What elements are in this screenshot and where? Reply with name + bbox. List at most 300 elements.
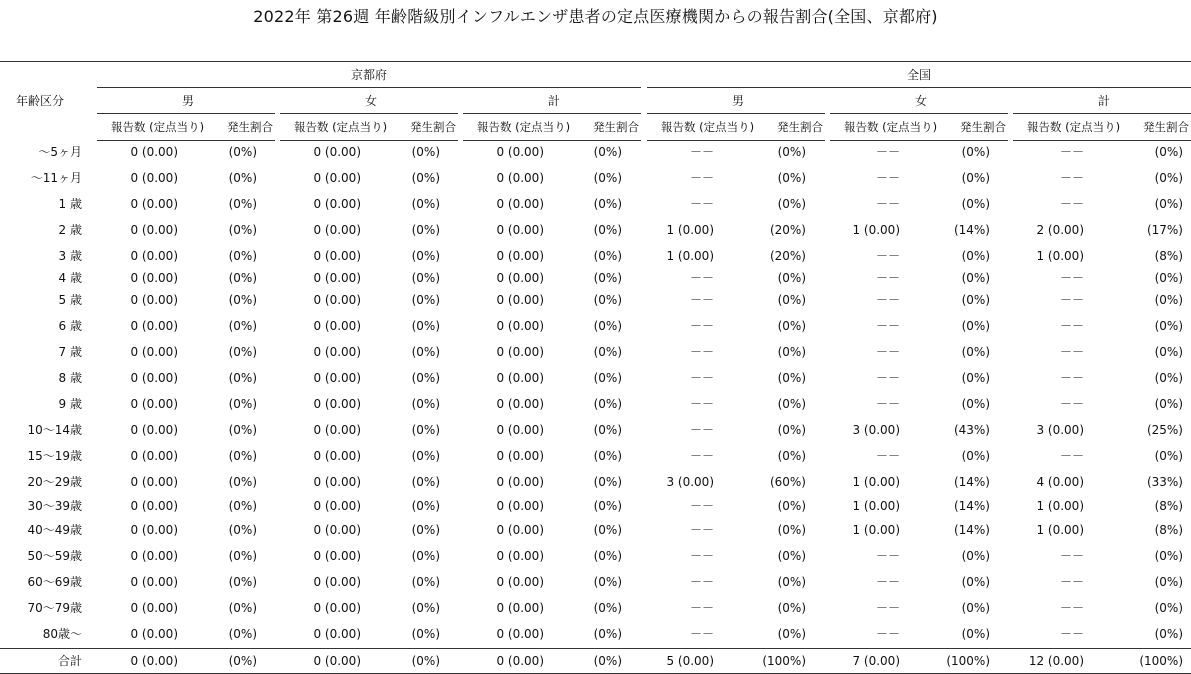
occurrence-rate-cell: (0%): [777, 319, 806, 333]
report-count-cell: －－: [1059, 145, 1084, 159]
occurrence-rate-cell: (0%): [593, 145, 622, 159]
report-count-cell: －－: [875, 627, 900, 641]
occurrence-rate-cell: (0%): [961, 575, 990, 589]
occurrence-rate-cell: (0%): [593, 319, 622, 333]
report-count-cell: －－: [875, 549, 900, 563]
occurrence-rate-cell: (0%): [777, 397, 806, 411]
occurrence-rate-cell: (0%): [593, 423, 622, 437]
age-group-label: 40～49歳: [27, 523, 82, 537]
occurrence-rate-cell: (0%): [961, 145, 990, 159]
report-count-cell: 0 (0.00): [496, 223, 544, 237]
report-count-cell: －－: [875, 601, 900, 615]
occurrence-rate-cell: (0%): [228, 171, 257, 185]
occurrence-rate-cell: (0%): [777, 371, 806, 385]
report-count-cell: 0 (0.00): [130, 549, 178, 563]
total-rate-cell: (100%): [762, 654, 806, 668]
occurrence-rate-cell: (0%): [961, 293, 990, 307]
report-count-cell: 0 (0.00): [496, 293, 544, 307]
occurrence-rate-cell: (0%): [593, 601, 622, 615]
total-count-cell: 0 (0.00): [130, 654, 178, 668]
occurrence-rate-cell: (0%): [777, 575, 806, 589]
report-count-cell: 1 (0.00): [1036, 249, 1084, 263]
report-count-cell: 0 (0.00): [130, 475, 178, 489]
sex-header-national-2: 計: [1097, 94, 1110, 108]
column-header-underline: [830, 140, 1008, 141]
report-count-cell: －－: [875, 397, 900, 411]
occurrence-rate-cell: (0%): [1154, 271, 1183, 285]
occurrence-rate-cell: (14%): [953, 523, 990, 537]
occurrence-rate-cell: (0%): [228, 475, 257, 489]
region-header-kyoto: 京都府: [350, 68, 387, 82]
sex-header-kyoto-0: 男: [181, 94, 194, 108]
report-count-cell: －－: [689, 627, 714, 641]
column-header-underline: [1013, 140, 1191, 141]
report-count-cell: －－: [1059, 627, 1084, 641]
total-count-cell: 5 (0.00): [666, 654, 714, 668]
report-count-cell: 0 (0.00): [313, 345, 361, 359]
count-column-header: 報告数 (定点当り): [1027, 120, 1121, 134]
report-count-cell: －－: [689, 523, 714, 537]
occurrence-rate-cell: (0%): [228, 575, 257, 589]
age-group-label: 5 歳: [58, 293, 82, 307]
occurrence-rate-cell: (0%): [228, 523, 257, 537]
total-rate-cell: (100%): [946, 654, 990, 668]
occurrence-rate-cell: (0%): [411, 523, 440, 537]
rate-column-header: 発生割合: [227, 120, 273, 134]
report-count-cell: 0 (0.00): [313, 627, 361, 641]
report-count-cell: 0 (0.00): [130, 423, 178, 437]
occurrence-rate-cell: (0%): [593, 523, 622, 537]
occurrence-rate-cell: (0%): [777, 499, 806, 513]
occurrence-rate-cell: (0%): [228, 423, 257, 437]
report-count-cell: 0 (0.00): [313, 223, 361, 237]
occurrence-rate-cell: (14%): [953, 499, 990, 513]
report-count-cell: －－: [875, 145, 900, 159]
report-count-cell: －－: [689, 171, 714, 185]
age-group-label: 80歳～: [42, 627, 82, 641]
report-count-cell: 0 (0.00): [130, 499, 178, 513]
age-group-label: 20～29歳: [27, 475, 82, 489]
report-count-cell: 1 (0.00): [666, 223, 714, 237]
column-header-underline: [463, 140, 641, 141]
occurrence-rate-cell: (0%): [777, 145, 806, 159]
report-count-cell: －－: [875, 371, 900, 385]
report-count-cell: 0 (0.00): [130, 145, 178, 159]
report-count-cell: 0 (0.00): [313, 449, 361, 463]
occurrence-rate-cell: (0%): [593, 249, 622, 263]
occurrence-rate-cell: (0%): [961, 197, 990, 211]
report-count-cell: 0 (0.00): [313, 145, 361, 159]
occurrence-rate-cell: (0%): [411, 319, 440, 333]
report-count-cell: －－: [689, 319, 714, 333]
age-group-label: ～11ヶ月: [30, 171, 82, 185]
occurrence-rate-cell: (0%): [961, 601, 990, 615]
occurrence-rate-cell: (0%): [1154, 627, 1183, 641]
report-count-cell: 0 (0.00): [496, 449, 544, 463]
report-count-cell: 0 (0.00): [130, 397, 178, 411]
report-count-cell: 4 (0.00): [1036, 475, 1084, 489]
report-count-cell: －－: [1059, 397, 1084, 411]
report-count-cell: －－: [689, 499, 714, 513]
occurrence-rate-cell: (0%): [961, 345, 990, 359]
report-count-cell: －－: [689, 575, 714, 589]
age-group-label: 6 歳: [58, 319, 82, 333]
report-count-cell: 0 (0.00): [496, 371, 544, 385]
occurrence-rate-cell: (0%): [228, 345, 257, 359]
report-count-cell: 0 (0.00): [313, 319, 361, 333]
occurrence-rate-cell: (0%): [593, 371, 622, 385]
occurrence-rate-cell: (0%): [228, 449, 257, 463]
occurrence-rate-cell: (0%): [228, 319, 257, 333]
occurrence-rate-cell: (0%): [228, 197, 257, 211]
occurrence-rate-cell: (0%): [411, 293, 440, 307]
report-count-cell: 0 (0.00): [130, 249, 178, 263]
report-count-cell: 0 (0.00): [313, 371, 361, 385]
occurrence-rate-cell: (0%): [411, 371, 440, 385]
occurrence-rate-cell: (0%): [777, 601, 806, 615]
occurrence-rate-cell: (0%): [411, 145, 440, 159]
count-column-header: 報告数 (定点当り): [111, 120, 205, 134]
report-count-cell: －－: [689, 397, 714, 411]
report-count-cell: 0 (0.00): [130, 601, 178, 615]
occurrence-rate-cell: (0%): [593, 475, 622, 489]
occurrence-rate-cell: (8%): [1154, 523, 1183, 537]
report-count-cell: －－: [875, 197, 900, 211]
report-count-cell: 0 (0.00): [313, 171, 361, 185]
report-count-cell: 1 (0.00): [852, 223, 900, 237]
occurrence-rate-cell: (0%): [777, 523, 806, 537]
report-count-cell: 1 (0.00): [852, 475, 900, 489]
report-count-cell: 0 (0.00): [130, 627, 178, 641]
occurrence-rate-cell: (0%): [1154, 319, 1183, 333]
report-count-cell: 0 (0.00): [496, 319, 544, 333]
report-count-cell: 2 (0.00): [1036, 223, 1084, 237]
occurrence-rate-cell: (8%): [1154, 249, 1183, 263]
occurrence-rate-cell: (8%): [1154, 499, 1183, 513]
total-rate-cell: (0%): [228, 654, 257, 668]
report-count-cell: －－: [1059, 319, 1084, 333]
report-count-cell: －－: [689, 601, 714, 615]
occurrence-rate-cell: (0%): [1154, 549, 1183, 563]
report-count-cell: －－: [1059, 549, 1084, 563]
report-count-cell: 0 (0.00): [313, 601, 361, 615]
sex-header-underline: [1013, 113, 1191, 114]
occurrence-rate-cell: (0%): [411, 475, 440, 489]
occurrence-rate-cell: (0%): [593, 171, 622, 185]
occurrence-rate-cell: (0%): [777, 171, 806, 185]
occurrence-rate-cell: (25%): [1146, 423, 1183, 437]
report-count-cell: －－: [689, 197, 714, 211]
age-group-label: 1 歳: [58, 197, 82, 211]
report-count-cell: －－: [1059, 197, 1084, 211]
report-count-cell: 0 (0.00): [313, 423, 361, 437]
occurrence-rate-cell: (0%): [777, 271, 806, 285]
occurrence-rate-cell: (0%): [411, 197, 440, 211]
occurrence-rate-cell: (0%): [1154, 397, 1183, 411]
report-count-cell: 0 (0.00): [130, 371, 178, 385]
report-count-cell: 0 (0.00): [130, 293, 178, 307]
occurrence-rate-cell: (0%): [593, 197, 622, 211]
total-row-top-border: [0, 648, 1191, 649]
occurrence-rate-cell: (0%): [593, 223, 622, 237]
report-count-cell: 3 (0.00): [666, 475, 714, 489]
report-count-cell: 1 (0.00): [1036, 523, 1084, 537]
report-count-cell: 1 (0.00): [666, 249, 714, 263]
occurrence-rate-cell: (0%): [961, 319, 990, 333]
occurrence-rate-cell: (0%): [777, 627, 806, 641]
region-header-underline: [97, 87, 641, 88]
report-count-cell: 0 (0.00): [496, 549, 544, 563]
report-count-cell: －－: [689, 371, 714, 385]
report-count-cell: 0 (0.00): [496, 423, 544, 437]
occurrence-rate-cell: (0%): [411, 627, 440, 641]
age-group-label: 70～79歳: [27, 601, 82, 615]
report-count-cell: 0 (0.00): [313, 271, 361, 285]
age-group-label: 3 歳: [58, 249, 82, 263]
rate-column-header: 発生割合: [777, 120, 823, 134]
rate-column-header: 発生割合: [410, 120, 456, 134]
report-count-cell: －－: [875, 449, 900, 463]
report-count-cell: 0 (0.00): [496, 197, 544, 211]
occurrence-rate-cell: (0%): [411, 423, 440, 437]
occurrence-rate-cell: (0%): [228, 293, 257, 307]
report-count-cell: 1 (0.00): [852, 523, 900, 537]
occurrence-rate-cell: (20%): [769, 223, 806, 237]
age-group-label: 8 歳: [58, 371, 82, 385]
occurrence-rate-cell: (60%): [769, 475, 806, 489]
table-top-border: [0, 61, 1191, 62]
occurrence-rate-cell: (0%): [777, 423, 806, 437]
count-column-header: 報告数 (定点当り): [844, 120, 938, 134]
occurrence-rate-cell: (0%): [411, 249, 440, 263]
occurrence-rate-cell: (0%): [1154, 145, 1183, 159]
report-count-cell: 0 (0.00): [313, 575, 361, 589]
report-count-cell: 0 (0.00): [313, 249, 361, 263]
occurrence-rate-cell: (0%): [411, 601, 440, 615]
report-count-cell: 1 (0.00): [1036, 499, 1084, 513]
sex-header-underline: [463, 113, 641, 114]
total-count-cell: 12 (0.00): [1028, 654, 1084, 668]
count-column-header: 報告数 (定点当り): [661, 120, 755, 134]
sex-header-national-1: 女: [914, 94, 927, 108]
age-group-label: 7 歳: [58, 345, 82, 359]
total-rate-cell: (0%): [411, 654, 440, 668]
occurrence-rate-cell: (0%): [777, 197, 806, 211]
occurrence-rate-cell: (33%): [1146, 475, 1183, 489]
occurrence-rate-cell: (0%): [411, 171, 440, 185]
sex-header-underline: [830, 113, 1008, 114]
occurrence-rate-cell: (0%): [593, 627, 622, 641]
report-count-cell: 3 (0.00): [852, 423, 900, 437]
occurrence-rate-cell: (0%): [777, 293, 806, 307]
occurrence-rate-cell: (0%): [411, 499, 440, 513]
occurrence-rate-cell: (0%): [1154, 371, 1183, 385]
report-count-cell: 0 (0.00): [130, 345, 178, 359]
occurrence-rate-cell: (0%): [1154, 345, 1183, 359]
occurrence-rate-cell: (0%): [228, 397, 257, 411]
report-count-cell: －－: [875, 575, 900, 589]
occurrence-rate-cell: (20%): [769, 249, 806, 263]
region-header-underline: [647, 87, 1191, 88]
report-count-cell: 0 (0.00): [313, 293, 361, 307]
report-count-cell: 0 (0.00): [130, 449, 178, 463]
age-group-label: 50～59歳: [27, 549, 82, 563]
age-group-label: ～5ヶ月: [38, 145, 82, 159]
report-count-cell: 0 (0.00): [496, 271, 544, 285]
occurrence-rate-cell: (0%): [411, 549, 440, 563]
sex-header-kyoto-2: 計: [547, 94, 560, 108]
occurrence-rate-cell: (0%): [411, 575, 440, 589]
age-group-label: 30～39歳: [27, 499, 82, 513]
report-count-cell: 0 (0.00): [313, 475, 361, 489]
report-count-cell: －－: [875, 249, 900, 263]
region-header-national: 全国: [906, 68, 931, 82]
occurrence-rate-cell: (0%): [961, 397, 990, 411]
occurrence-rate-cell: (14%): [953, 223, 990, 237]
occurrence-rate-cell: (0%): [228, 601, 257, 615]
total-count-cell: 7 (0.00): [852, 654, 900, 668]
report-count-cell: －－: [1059, 271, 1084, 285]
total-rate-cell: (100%): [1139, 654, 1183, 668]
report-count-cell: 0 (0.00): [313, 499, 361, 513]
report-count-cell: －－: [875, 319, 900, 333]
occurrence-rate-cell: (0%): [1154, 449, 1183, 463]
report-count-cell: －－: [875, 171, 900, 185]
age-group-label: 60～69歳: [27, 575, 82, 589]
report-count-cell: －－: [689, 423, 714, 437]
age-column-header: 年齢区分: [16, 94, 65, 108]
report-count-cell: 0 (0.00): [496, 523, 544, 537]
report-count-cell: 0 (0.00): [130, 523, 178, 537]
rate-column-header: 発生割合: [960, 120, 1006, 134]
sex-header-underline: [647, 113, 825, 114]
occurrence-rate-cell: (0%): [593, 293, 622, 307]
report-count-cell: 0 (0.00): [496, 627, 544, 641]
occurrence-rate-cell: (0%): [411, 345, 440, 359]
report-count-cell: －－: [1059, 575, 1084, 589]
occurrence-rate-cell: (0%): [593, 575, 622, 589]
occurrence-rate-cell: (0%): [593, 449, 622, 463]
occurrence-rate-cell: (0%): [593, 499, 622, 513]
occurrence-rate-cell: (0%): [411, 223, 440, 237]
column-header-underline: [97, 140, 275, 141]
occurrence-rate-cell: (0%): [593, 345, 622, 359]
report-count-cell: 0 (0.00): [130, 171, 178, 185]
report-count-cell: －－: [875, 293, 900, 307]
report-count-cell: －－: [1059, 449, 1084, 463]
occurrence-rate-cell: (0%): [228, 145, 257, 159]
occurrence-rate-cell: (0%): [1154, 575, 1183, 589]
report-count-cell: －－: [1059, 293, 1084, 307]
occurrence-rate-cell: (0%): [961, 171, 990, 185]
column-header-underline: [280, 140, 458, 141]
sex-header-underline: [280, 113, 458, 114]
sex-header-underline: [97, 113, 275, 114]
report-count-cell: 0 (0.00): [496, 475, 544, 489]
report-count-cell: 0 (0.00): [496, 171, 544, 185]
occurrence-rate-cell: (0%): [961, 627, 990, 641]
total-count-cell: 0 (0.00): [313, 654, 361, 668]
rate-column-header: 発生割合: [1143, 120, 1189, 134]
occurrence-rate-cell: (0%): [961, 449, 990, 463]
occurrence-rate-cell: (0%): [411, 271, 440, 285]
report-count-cell: －－: [689, 271, 714, 285]
count-column-header: 報告数 (定点当り): [294, 120, 388, 134]
report-count-cell: 0 (0.00): [313, 523, 361, 537]
report-count-cell: 0 (0.00): [130, 223, 178, 237]
report-count-cell: 0 (0.00): [313, 397, 361, 411]
occurrence-rate-cell: (0%): [228, 499, 257, 513]
age-group-label: 10～14歳: [27, 423, 82, 437]
report-count-cell: －－: [689, 345, 714, 359]
report-count-cell: －－: [875, 271, 900, 285]
report-count-cell: 0 (0.00): [313, 197, 361, 211]
occurrence-rate-cell: (0%): [961, 371, 990, 385]
age-group-label: 2 歳: [58, 223, 82, 237]
sex-header-kyoto-1: 女: [364, 94, 377, 108]
report-count-cell: －－: [689, 549, 714, 563]
occurrence-rate-cell: (43%): [953, 423, 990, 437]
occurrence-rate-cell: (0%): [777, 345, 806, 359]
occurrence-rate-cell: (0%): [1154, 601, 1183, 615]
report-count-cell: 1 (0.00): [852, 499, 900, 513]
occurrence-rate-cell: (0%): [228, 627, 257, 641]
count-column-header: 報告数 (定点当り): [477, 120, 571, 134]
report-count-cell: －－: [1059, 371, 1084, 385]
report-count-cell: －－: [1059, 171, 1084, 185]
report-count-cell: 0 (0.00): [130, 197, 178, 211]
occurrence-rate-cell: (14%): [953, 475, 990, 489]
report-count-cell: －－: [689, 449, 714, 463]
report-count-cell: 0 (0.00): [130, 319, 178, 333]
report-count-cell: －－: [689, 293, 714, 307]
report-count-cell: 3 (0.00): [1036, 423, 1084, 437]
report-count-cell: 0 (0.00): [496, 601, 544, 615]
occurrence-rate-cell: (0%): [961, 549, 990, 563]
occurrence-rate-cell: (0%): [777, 549, 806, 563]
occurrence-rate-cell: (0%): [961, 271, 990, 285]
report-count-cell: 0 (0.00): [496, 499, 544, 513]
occurrence-rate-cell: (0%): [228, 249, 257, 263]
page-title: 2022年 第26週 年齢階級別インフルエンザ患者の定点医療機関からの報告割合(全国、京都府): [253, 7, 938, 26]
column-header-underline: [647, 140, 825, 141]
occurrence-rate-cell: (0%): [228, 223, 257, 237]
occurrence-rate-cell: (0%): [593, 271, 622, 285]
report-count-cell: －－: [875, 345, 900, 359]
report-count-cell: 0 (0.00): [496, 145, 544, 159]
rate-column-header: 発生割合: [593, 120, 639, 134]
occurrence-rate-cell: (0%): [1154, 293, 1183, 307]
occurrence-rate-cell: (0%): [228, 371, 257, 385]
report-count-cell: －－: [1059, 601, 1084, 615]
occurrence-rate-cell: (17%): [1146, 223, 1183, 237]
occurrence-rate-cell: (0%): [228, 549, 257, 563]
report-count-cell: 0 (0.00): [130, 575, 178, 589]
report-count-cell: －－: [1059, 345, 1084, 359]
report-count-cell: 0 (0.00): [496, 575, 544, 589]
occurrence-rate-cell: (0%): [1154, 171, 1183, 185]
occurrence-rate-cell: (0%): [411, 397, 440, 411]
occurrence-rate-cell: (0%): [228, 271, 257, 285]
report-count-cell: 0 (0.00): [496, 249, 544, 263]
report-count-cell: －－: [689, 145, 714, 159]
occurrence-rate-cell: (0%): [1154, 197, 1183, 211]
occurrence-rate-cell: (0%): [411, 449, 440, 463]
occurrence-rate-cell: (0%): [593, 549, 622, 563]
report-count-cell: 0 (0.00): [496, 397, 544, 411]
age-group-label: 15～19歳: [27, 449, 82, 463]
total-rate-cell: (0%): [593, 654, 622, 668]
